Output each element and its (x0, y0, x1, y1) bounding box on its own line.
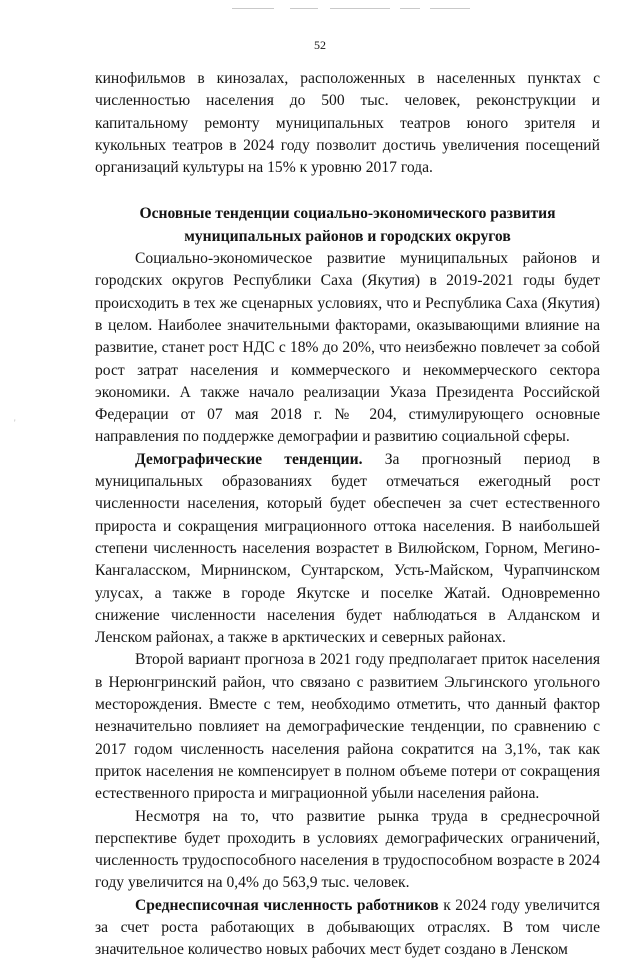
paragraph-demographic-lead: Демографические тенденции. (135, 450, 363, 468)
section-heading-line1: Основные тенденции социально-экономического развития (139, 205, 556, 223)
paragraph-socioeconomic: Социально-экономическое развитие муниципальных районов и городских округов Республики Саха (Якутия) в 2019-2021 годы будет происходить в тех же сценарных условиях, что и Республика Саха (Якутия) в целом. Наиболее значительными факторами, оказывающими влияние на развитие, станет рост НДС с 18% до 20%, что неизбежно повлечет за собой рост затрат населения и коммерческого и некоммерческого сектора экономики. А также начало реализации Указа Президента Российской Федерации от 07 мая 2018 г. № 204, стимулирующего основные направления по поддержке демографии и развитию социальной сферы. (95, 250, 600, 446)
scan-line (330, 8, 390, 9)
section-heading (95, 203, 600, 248)
scan-line (232, 8, 274, 9)
scan-line (290, 8, 318, 9)
scan-mark: ' (14, 418, 16, 428)
paragraph-second-forecast: Второй вариант прогноза в 2021 году предполагает приток населения в Нерюнгринский район, что связано с развитием Эльгинского угольного месторождения. Вместе с тем, необходимо отметить, что данный фактор незначительно повлияет на демографические тенденции, по сравнению с 2017 годом численность населения района сократится на 3,1%, так как приток населения не компенсирует в полном объеме потери от сокращения естественного прироста и миграционной убыли населения района. (95, 651, 600, 803)
page-number: 52 (314, 38, 326, 52)
scan-line (400, 8, 420, 9)
section-heading-line2: муниципальных районов и городских округов (184, 227, 511, 245)
paragraph-demographic (95, 449, 600, 650)
paragraph-demographic-text: За прогнозный период в муниципальных образованиях будет отмечаться ежегодный рост численности населения, который будет обеспечен за счет естественного прироста и сокращения миграционного оттока населения. В наибольшей степени численность населения возрастет в Вилюйском, Горном, Мегино-Кангаласском, Мирнинском, Сунтарском, Усть-Майском, Чурапчинском улусах, а также в городе Якутске и поселке Жатай. Одновременно снижение численности населения будет наблюдаться в Алданском и Ленском районах, а также в арктических и северных районах. (95, 450, 600, 647)
scan-line (430, 8, 470, 9)
document-body (95, 68, 600, 962)
paragraph-workers-text: к 2024 году увеличится за счет роста работающих в добывающих отраслях. В том числе значительное количество новых рабочих мест будет создано в Ленском (95, 896, 600, 959)
paragraph-continuation: кинофильмов в кинозалах, расположенных в населенных пунктах с численностью населения до 500 тыс. человек, реконструкции и капитальному ремонту муниципальных театров юного зрителя и кукольных театров в 2024 году позволит достичь увеличения посещений организаций культуры на 15% к уровню 2017 года. (95, 70, 600, 177)
paragraph-workers-lead: Среднесписочная численность работников (135, 896, 439, 914)
paragraph-labor-market: Несмотря на то, что развитие рынка труда в среднесрочной перспективе будет проходить в условиях демографических ограничений, численность трудоспособного населения в трудоспособном возрасте в 2024 году увеличится на 0,4% до 563,9 тыс. человек. (95, 807, 600, 892)
